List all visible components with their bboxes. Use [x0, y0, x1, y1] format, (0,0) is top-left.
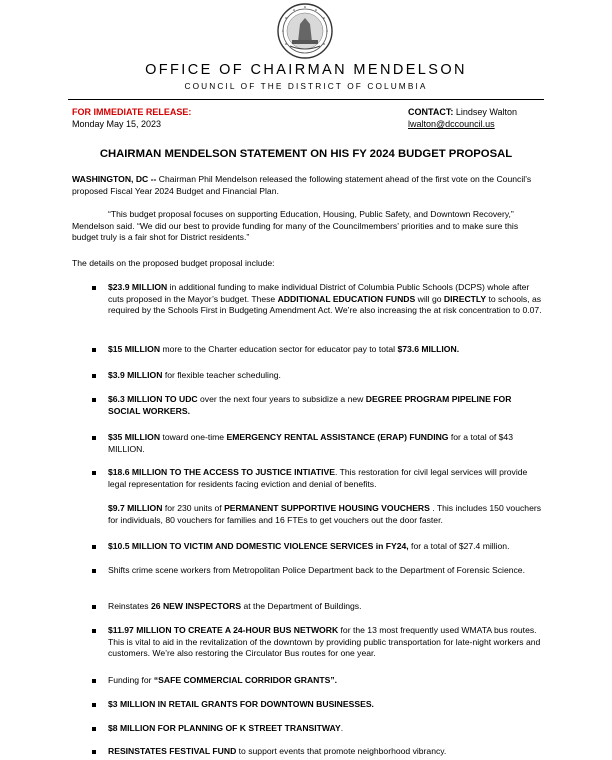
bullet-icon [92, 679, 96, 683]
list-item [108, 746, 542, 758]
item-text: more to the Charter education sector for educator pay to total [160, 344, 398, 354]
item-emphasis: “SAFE COMMERCIAL CORRIDOR GRANTS”. [153, 675, 338, 685]
item-text: over the next four years to subsidize a new [197, 394, 366, 404]
list-item [108, 541, 542, 553]
item-emphasis: EMERGENCY RENTAL ASSISTANCE (ERAP) FUNDING [226, 432, 449, 442]
bullet-icon [92, 569, 96, 573]
item-amount: $15 MILLION [108, 344, 161, 354]
contact-email-link[interactable]: lwalton@dccouncil.us [408, 119, 495, 129]
intro-paragraph [72, 174, 542, 197]
bullet-icon [92, 374, 96, 378]
list-item [108, 432, 542, 455]
office-name: OFFICE OF CHAIRMAN MENDELSON [145, 62, 467, 78]
details-intro: The details on the proposed budget proposal include: [72, 258, 275, 268]
bullet-icon [92, 471, 96, 475]
item-amount: $11.97 MILLION TO CREATE A 24-HOUR BUS NETWORK [108, 625, 339, 635]
contact-name: Lindsey Walton [453, 107, 518, 117]
item-text: to schools, as required by the Schools First in Budgeting Amendment Act. We’re also increasing the at risk concentration to 0.07. [108, 293, 542, 316]
item-emphasis: ADDITIONAL EDUCATION FUNDS [277, 293, 416, 304]
item-text: for a total of $27.4 million. [408, 541, 510, 551]
item-emphasis: 26 NEW INSPECTORS [151, 601, 242, 611]
item-text: . This restoration for civil legal services will provide legal representation for residents facing eviction and denial of benefits. [108, 467, 528, 489]
item-amount: $35 MILLION [108, 432, 161, 442]
item-amount: $3.9 MILLION [108, 370, 163, 380]
item-text: for flexible teacher scheduling. [162, 370, 281, 380]
bullet-icon [92, 629, 96, 633]
council-seal-icon [270, 2, 340, 60]
item-emphasis: PERMANENT SUPPORTIVE HOUSING VOUCHERS [224, 503, 430, 513]
list-item [108, 370, 542, 382]
bullet-icon [92, 398, 96, 402]
item-amount: $23.9 MILLION [108, 282, 168, 292]
bullet-icon [92, 286, 96, 290]
item-amount: $3 MILLION IN RETAIL GRANTS FOR DOWNTOWN BUSINESSES. [108, 699, 374, 709]
intro-text: Chairman Phil Mendelson released the following statement ahead of the first vote on the Council’s proposed Fiscal Year 2024 Budget and Financial Plan. [72, 174, 532, 196]
item-text: at the Department of Buildings. [241, 601, 362, 611]
dateline: WASHINGTON, DC -- [72, 174, 157, 184]
list-item [108, 344, 542, 356]
item-text: Shifts crime scene workers from Metropolitan Police Department back to the Department of Forensic Science. [108, 565, 525, 575]
item-text: will go [415, 293, 444, 304]
list-item [108, 467, 542, 490]
item-emphasis: RESINSTATES FESTIVAL FUND [108, 746, 237, 756]
item-text: for 230 units of [162, 503, 225, 513]
bullet-icon [92, 545, 96, 549]
item-text: for a total of $43 MILLION. [108, 432, 513, 454]
item-text: toward one-time [160, 432, 227, 442]
release-date: Monday May 15, 2023 [72, 119, 162, 129]
item-text: Reinstates [108, 601, 151, 611]
item-emphasis: DEGREE PROGRAM PIPELINE FOR SOCIAL WORKERS. [108, 394, 512, 416]
contact-label: CONTACT: [408, 107, 454, 117]
bullet-icon [92, 750, 96, 754]
list-item [108, 282, 542, 317]
item-amount: $10.5 MILLION TO VICTIM AND DOMESTIC VIOLENCE SERVICES in FY24, [108, 541, 409, 551]
item-text: Funding for [108, 675, 154, 685]
item-amount: $18.6 MILLION TO THE ACCESS TO JUSTICE INTIATIVE [108, 467, 335, 477]
item-text: to support events that promote neighborhood vibrancy. [236, 746, 447, 756]
bullet-icon [92, 605, 96, 609]
headline: CHAIRMAN MENDELSON STATEMENT ON HIS FY 2024 BUDGET PROPOSAL [99, 148, 513, 160]
bullet-icon [92, 703, 96, 707]
council-name: COUNCIL OF THE DISTRICT OF COLUMBIA [184, 81, 428, 91]
list-item [108, 723, 542, 735]
item-text: for the 13 most frequently used WMATA bus routes. This is vital to aid in the revitalization of the downtown by providing public transportation for late-night workers and customers. We’re also restoring the Circulator Bus routes for one year. [108, 625, 541, 659]
list-item [108, 675, 542, 687]
list-item [108, 565, 542, 577]
bullet-icon [92, 727, 96, 731]
item-amount: $9.7 MILLION [108, 503, 163, 513]
item-text: . [340, 723, 344, 733]
quote-paragraph: “This budget proposal focuses on supporting Education, Housing, Public Safety, and Downtown Recovery,” Mendelson said. “We did our best to provide funding for many of the Councilmembers’ priorities and to make sure this budget truly is a fair shot for District residents.” [72, 209, 519, 243]
list-item [108, 394, 542, 417]
contact-line [408, 106, 517, 118]
item-amount: $6.3 MILLION TO UDC [108, 394, 198, 404]
list-item [108, 625, 542, 660]
list-item [108, 601, 542, 613]
list-item [108, 699, 542, 711]
list-item-continuation [108, 503, 542, 526]
item-emphasis: DIRECTLY [443, 293, 487, 304]
item-amount: $8 MILLION FOR PLANNING OF K STREET TRANSITWAY [108, 723, 341, 733]
header-divider [68, 99, 544, 100]
bullet-icon [92, 436, 96, 440]
item-text: . This includes 150 vouchers for individuals, 80 vouchers for families and 16 FTEs to get vouchers out the door faster. [108, 503, 542, 525]
item-text: in additional funding to make individual District of Columbia Public Schools (DCPS) whole after cuts proposed in the Mayor’s budget. These [108, 282, 530, 304]
item-emphasis: $73.6 MILLION. [397, 344, 460, 354]
release-label: FOR IMMEDIATE RELEASE: [72, 107, 192, 117]
bullet-icon [92, 348, 96, 352]
